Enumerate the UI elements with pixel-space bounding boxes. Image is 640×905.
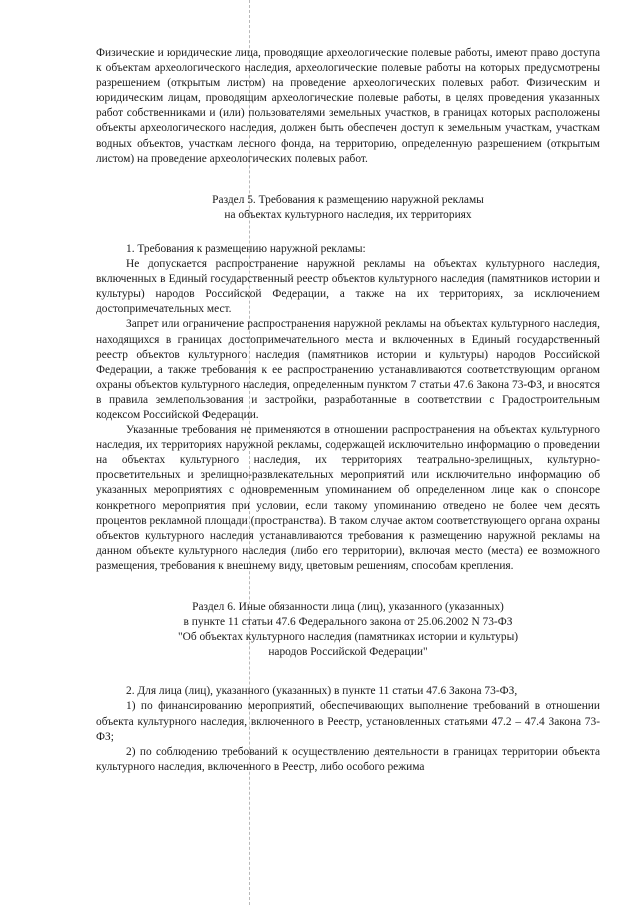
section-6-title-line-4: народов Российской Федерации"	[268, 646, 428, 659]
section-6-subitem-1: 1) по финансированию мероприятий, обеспечивающих выполнение требований в отношении объекта культурного наследия, включенного в Реестр, установленных статьями 47.2 – 47.4 Закона 73-ФЗ;	[96, 700, 600, 743]
section-6-title-line-3: "Об объектах культурного наследия (памятниках истории и культуры)	[177, 631, 519, 644]
section-6-title-line-1: Раздел 6. Иные обязанности лица (лиц), указанного (указанных)	[192, 601, 504, 613]
document-body	[96, 46, 600, 775]
section-5-title-line-2: на объектах культурного наследия, их территориях	[224, 208, 472, 221]
section-5-paragraph-2: Запрет или ограничение распространения наружной рекламы на объектах культурного наследия, находящихся в границах достопримечательного места и включенных в Единый государственный реестр объектов культурного наследия (памятников истории и культуры) народов Российской Федерации, а также требования к ее распространению устанавливаются соответствующим органом охраны объектов культурного наследия, определенным пунктом 7 статьи 47.6 Закона 73-ФЗ, и вносятся в правила землепользования и застройки, разработанные в соответствии с Градостроительным кодексом Российской Федерации.	[96, 318, 600, 421]
section-6-item-2: 2. Для лица (лиц), указанного (указанных) в пункте 11 статьи 47.6 Закона 73-ФЗ,	[126, 685, 518, 698]
section-5-paragraph-3: Указанные требования не применяются в отношении распространения на объектах культурного наследия, их территориях наружной рекламы, содержащей исключительно информацию о проведении на объектах культурного наследия, их территориях театрально-зрелищных, культурно-просветительных и зрелищно-развлекательных мероприятий или исключительно информацию об указанных мероприятиях с одновременным упоминанием об определенном лице как о спонсоре конкретного мероприятия при условии, если такому упоминанию отведено не более чем десять процентов рекламной площади (пространства). В таком случае актом соответствующего органа охраны объектов культурного наследия устанавливаются требования к размещению наружной рекламы на данном объекте культурного наследия (либо его территории), включая место (места) ее возможного размещения, требования к внешнему виду, цветовым решениям, способам крепления.	[96, 424, 600, 572]
section-5-title-line-1: Раздел 5. Требования к размещению наружной рекламы	[212, 193, 484, 206]
section-6-subitem-2: 2) по соблюдению требований к осуществлению деятельности в границах территории объекта культурного наследия, включенного в Реестр, либо особого режима	[96, 745, 600, 773]
section-5-paragraph-1: Не допускается распространение наружной рекламы на объектах культурного наследия, включенных в Единый государственный реестр объектов культурного наследия (памятников истории и культуры) народов Российской Федерации, а также на их территориях, за исключением достопримечательных мест.	[96, 258, 600, 316]
intro-paragraph: Физические и юридические лица, проводящие археологические полевые работы, имеют право доступа к объектам археологического наследия, археологические полевые работы на которых предусмотрены разрешением (открытым листом) на проведение археологических полевых работ. Физическим и юридическим лицам, проводящим археологические полевые работы, в целях проведения указанных работ собственниками и (или) пользователями земельных участков, в границах которых расположены объекты археологического наследия, должен быть обеспечен доступ к земельным участкам, участкам водных объектов, участкам лесного фонда, на территорию, определенную разрешением (открытым листом) на проведение археологических полевых работ.	[96, 47, 600, 165]
section-5-item-1: 1. Требования к размещению наружной рекламы:	[126, 242, 366, 255]
section-6-title-line-2: в пункте 11 статьи 47.6 Федерального закона от 25.06.2002 N 73-ФЗ	[183, 616, 513, 629]
